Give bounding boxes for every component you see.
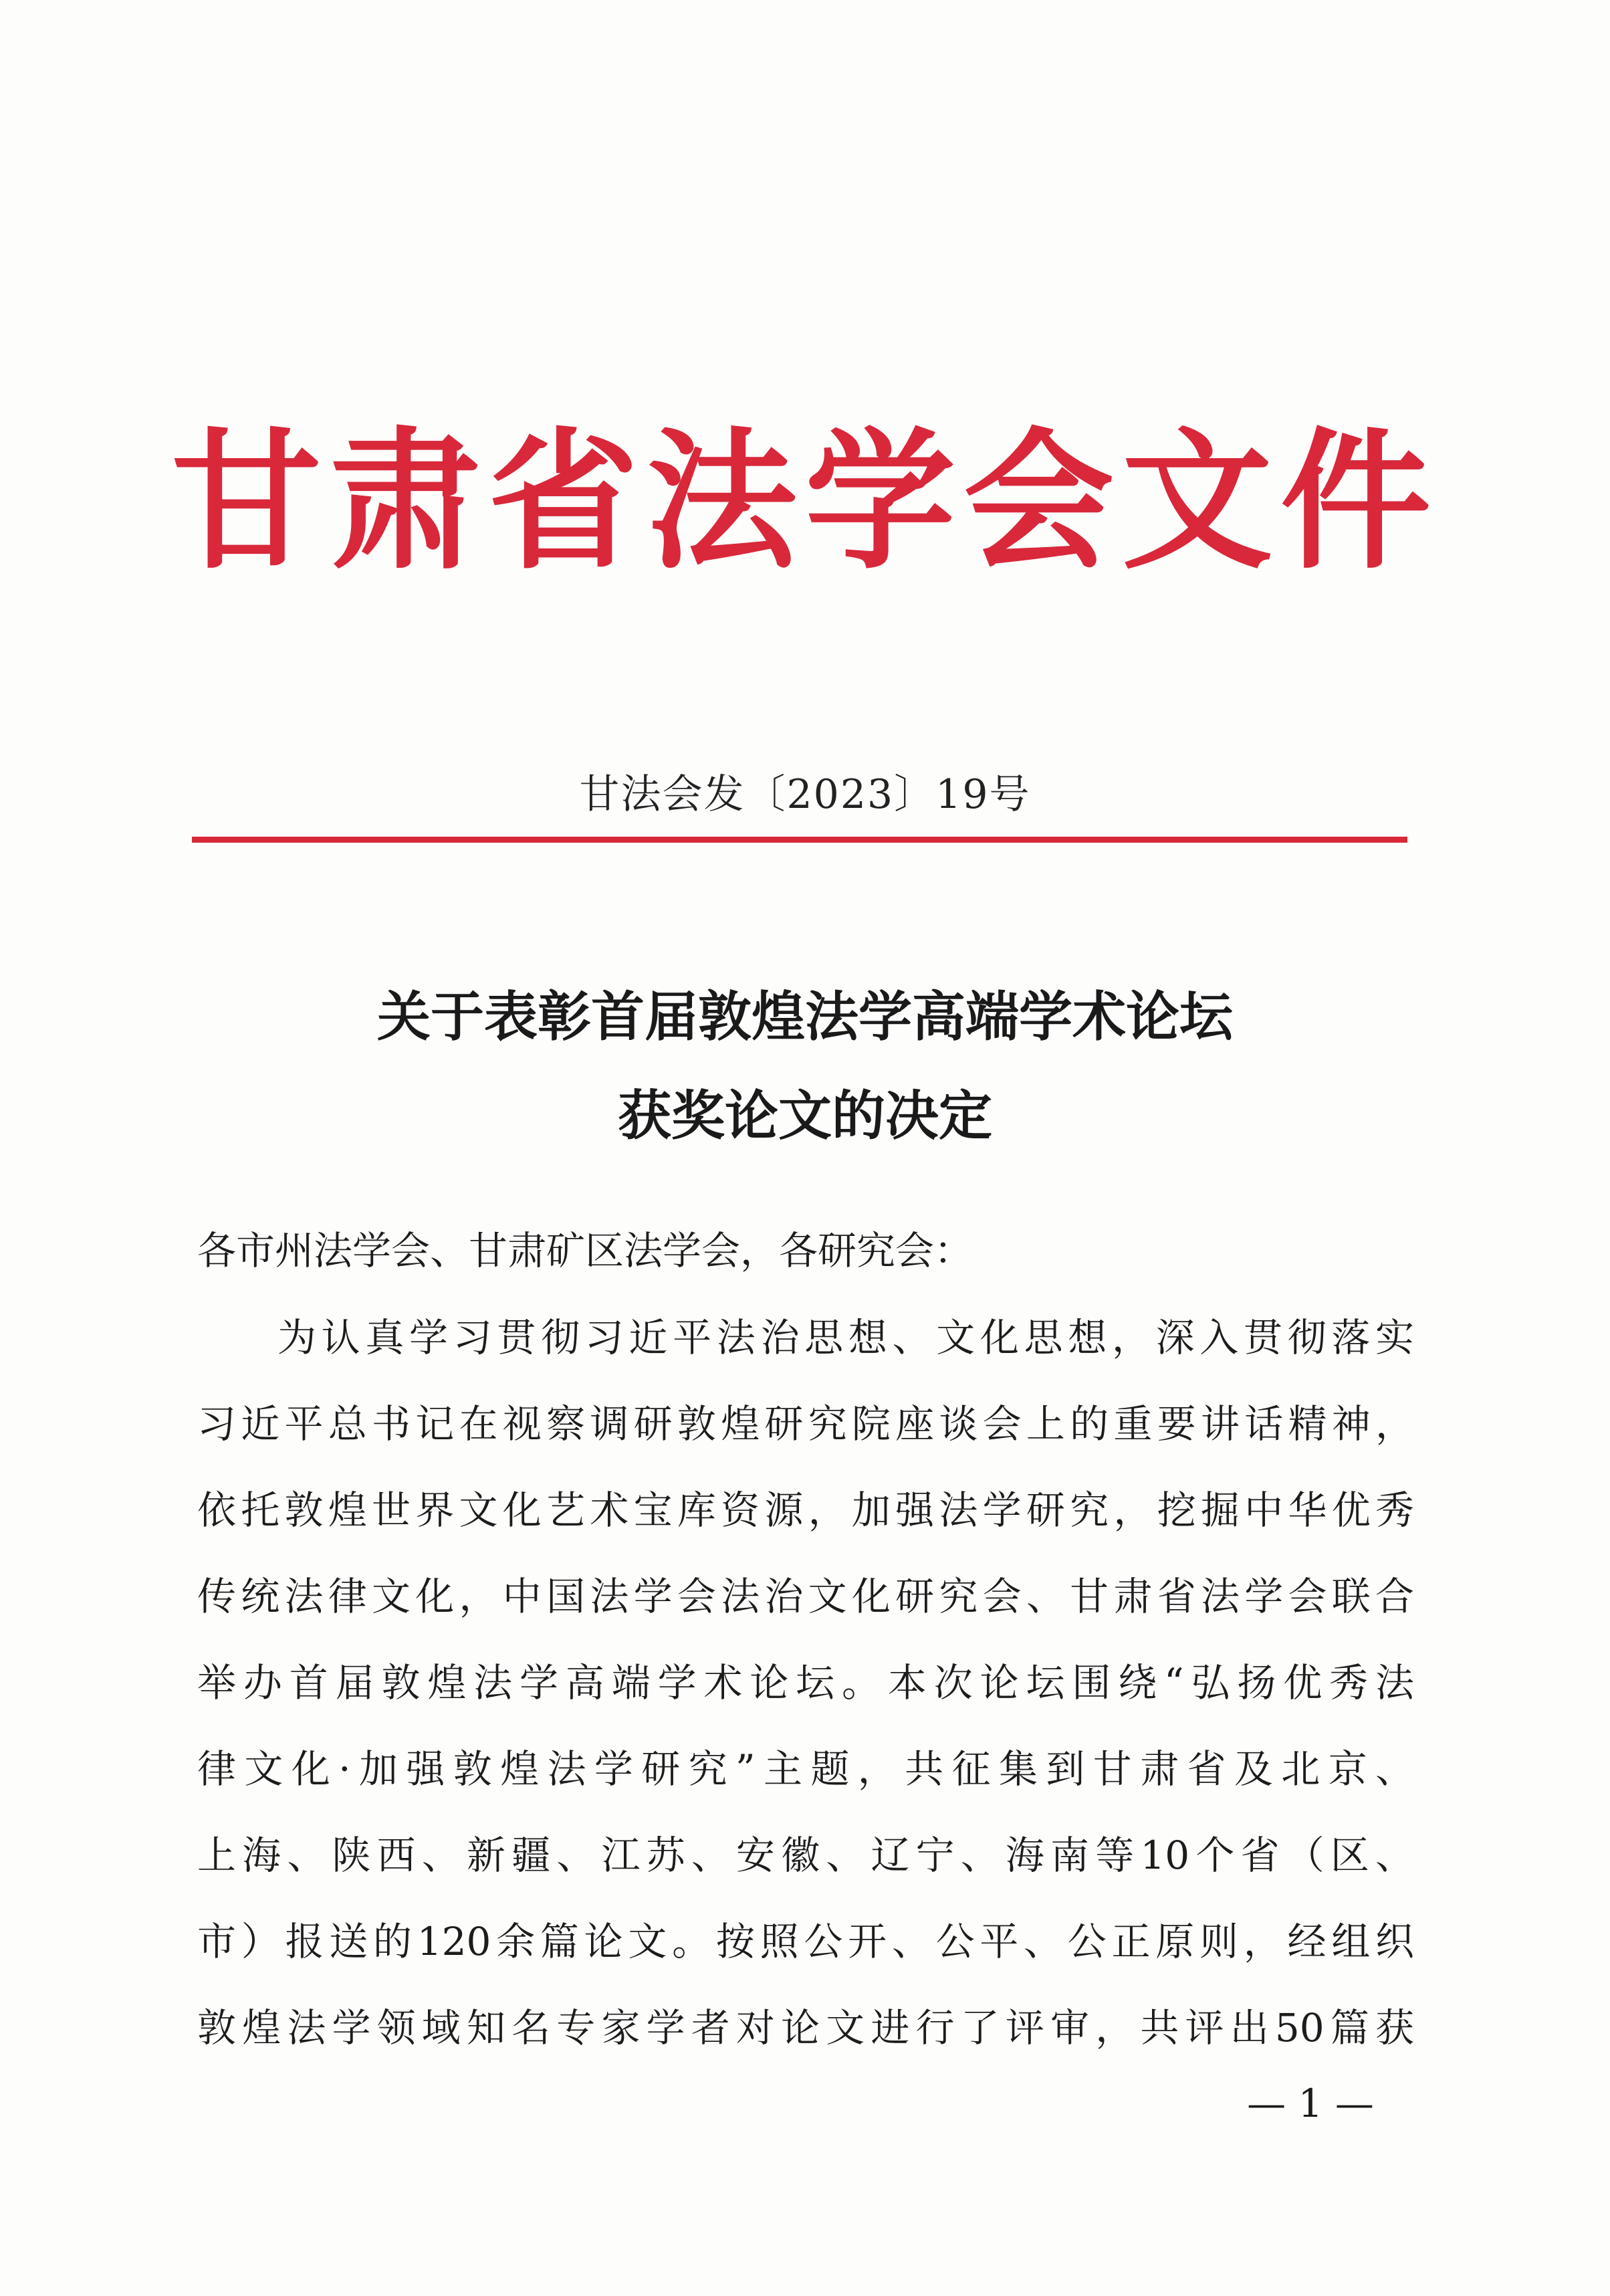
body-line: 市）报送的120余篇论文。按照公开、公平、公正原则，经组织 — [197, 1919, 1414, 1964]
body-line: 举办首届敦煌法学高端学术论坛。本次论坛围绕“弘扬优秀法 — [197, 1660, 1414, 1705]
document-number: 甘法会发〔2023〕19号 — [579, 771, 1031, 818]
body-line: 传统法律文化，中国法学会法治文化研究会、甘肃省法学会联合 — [197, 1574, 1414, 1619]
body-line: 依托敦煌世界文化艺术宝库资源，加强法学研究，挖掘中华优秀 — [197, 1487, 1414, 1533]
document-header-title: 甘肃省法学会文件 — [171, 413, 1439, 590]
salutation: 各市州法学会、甘肃矿区法学会，各研究会： — [197, 1228, 973, 1273]
body-line: 敦煌法学领域知名专家学者对论文进行了评审，共评出50篇获 — [197, 2005, 1414, 2051]
page-number: — 1 — — [1247, 2081, 1374, 2126]
body-line: 习近平总书记在视察调研敦煌研究院座谈会上的重要讲话精神， — [197, 1401, 1414, 1447]
red-divider-line — [192, 837, 1407, 843]
subject-title-line-2: 获奖论文的决定 — [618, 1084, 992, 1147]
subject-title-line-1: 关于表彰首届敦煌法学高端学术论坛 — [377, 985, 1233, 1048]
body-line: 律文化·加强敦煌法学研究”主题，共征集到甘肃省及北京、 — [197, 1746, 1414, 1792]
body-line: 为认真学习贯彻习近平法治思想、文化思想，深入贯彻落实 — [277, 1315, 1414, 1360]
body-line: 上海、陕西、新疆、江苏、安徽、辽宁、海南等10个省（区、 — [197, 1833, 1414, 1878]
